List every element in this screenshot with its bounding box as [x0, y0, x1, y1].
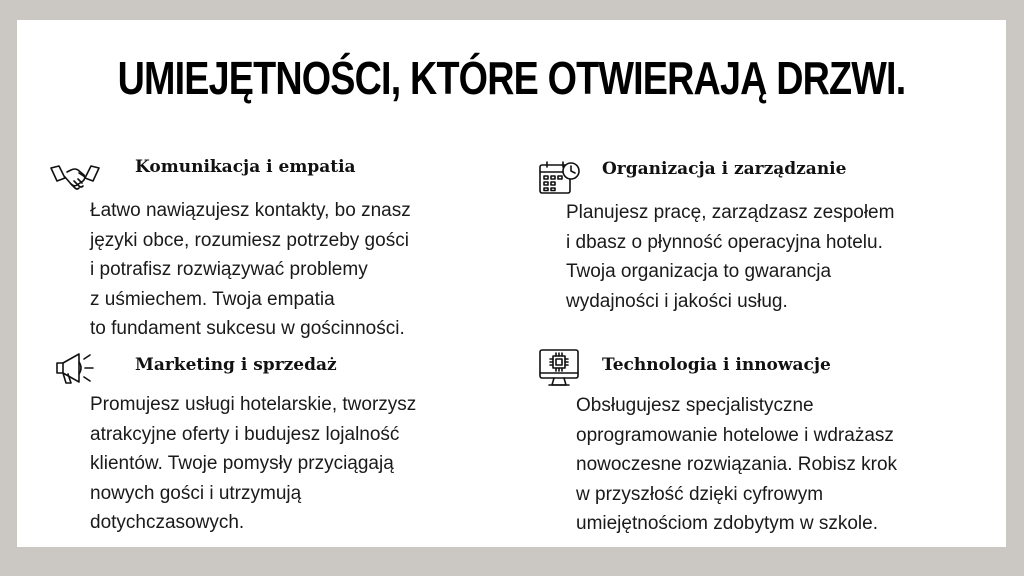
section-line: w przyszłość dzięki cyfrowym: [576, 483, 824, 505]
section-line: wydajności i jakości usług.: [566, 290, 788, 312]
section-body-technology: [576, 391, 897, 539]
section-line: Promujesz usługi hotelarskie, tworzysz: [90, 394, 417, 415]
section-heading-communication: Komunikacja i empatia: [135, 157, 356, 177]
section-line: atrakcyjne oferty i budujesz lojalność: [90, 423, 400, 445]
section-line: i potrafisz rozwiązywać problemy: [90, 259, 368, 280]
section-line: to fundament sukcesu w gościnności.: [90, 318, 405, 339]
section-line: klientów. Twoje pomysły przyciągają: [90, 453, 394, 474]
section-body-marketing: [90, 390, 416, 538]
section-line: umiejętnościom zdobytym w szkole.: [576, 513, 878, 534]
computer-chip-icon: [537, 347, 581, 389]
calendar-clock-icon: [537, 159, 583, 197]
section-heading-marketing: Marketing i sprzedaż: [135, 355, 337, 375]
section-body-communication: [90, 196, 411, 344]
section-line: nowych gości i utrzymują: [90, 482, 302, 504]
section-heading-technology: Technologia i innowacje: [602, 355, 831, 375]
section-line: i dbasz o płynność operacyjna hotelu.: [566, 231, 883, 253]
section-line: nowoczesne rozwiązania. Robisz krok: [576, 454, 898, 475]
section-body-organization: [566, 198, 894, 316]
section-line: języki obce, rozumiesz potrzeby gości: [90, 229, 409, 251]
megaphone-icon: [51, 348, 99, 388]
section-line: Obsługujesz specjalistyczne: [576, 395, 814, 416]
handshake-icon: [49, 160, 101, 196]
page-title: UMIEJĘTNOŚCI, KTÓRE OTWIERAJĄ DRZWI.: [117, 52, 906, 104]
section-line: Planujesz pracę, zarządzasz zespołem: [566, 202, 895, 223]
section-line: dotychczasowych.: [90, 512, 245, 533]
section-line: oprogramowanie hotelowe i wdrażasz: [576, 424, 894, 446]
section-line: Łatwo nawiązujesz kontakty, bo znasz: [90, 200, 411, 221]
slide: [17, 20, 1006, 547]
section-heading-organization: Organizacja i zarządzanie: [602, 159, 847, 179]
section-line: Twoja organizacja to gwarancja: [566, 261, 832, 282]
section-line: z uśmiechem. Twoja empatia: [90, 288, 335, 310]
